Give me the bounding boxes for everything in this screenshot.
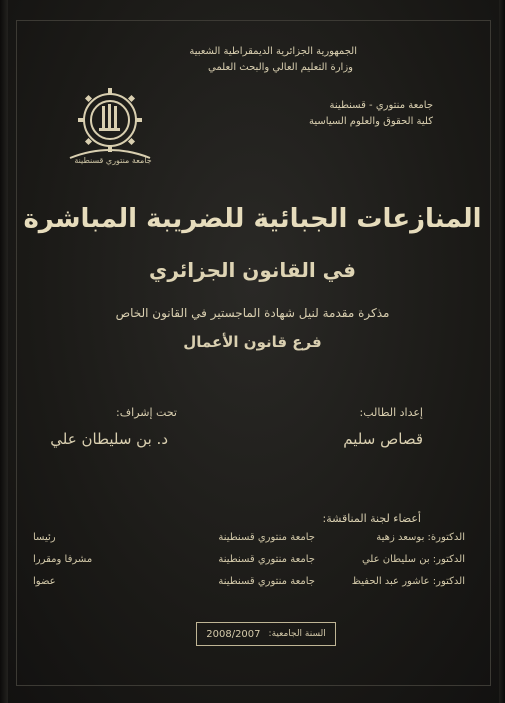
author-label: إعداد الطالب: [359, 406, 423, 419]
faculty-name: كلية الحقوق والعلوم السياسية [309, 116, 433, 127]
ministry-header: وزارة التعليم العالي والبحث العلمي [208, 62, 353, 73]
academic-year-label: السنة الجامعية: [268, 629, 326, 639]
academic-year-box [196, 622, 336, 646]
jury-member-name: الدكتور: بن سليطان علي [361, 554, 465, 565]
book-right-edge [499, 0, 505, 703]
university-name: جامعة منتوري - قسنطينة [329, 100, 433, 111]
supervisor-label: تحت إشراف: [116, 406, 177, 419]
jury-member-row [33, 554, 465, 572]
academic-year-value: 2008/2007 [206, 628, 261, 640]
jury-member-name: الدكتور: عاشور عبد الحفيظ [351, 576, 465, 587]
jury-member-row [33, 532, 465, 550]
thesis-subtitle: في القانون الجزائري [148, 258, 356, 282]
supervisor-name: د. بن سليطان علي [50, 430, 168, 448]
jury-member-university: جامعة منتوري قسنطينة [218, 576, 315, 587]
jury-member-role: رئيسا [33, 532, 56, 543]
jury-member-row [33, 576, 465, 594]
jury-member-role: عضوا [33, 576, 56, 587]
republic-header: الجمهورية الجزائرية الديمقراطية الشعبية [189, 46, 357, 57]
university-emblem-icon [64, 84, 156, 164]
jury-member-university: جامعة منتوري قسنطينة [218, 554, 315, 565]
author-name: قصاص سليم [343, 430, 423, 448]
logo-caption: جامعة منتوري قسنطينة [74, 156, 152, 165]
memo-description: مذكرة مقدمة لنيل شهادة الماجستير في القانون الخاص [115, 306, 390, 320]
jury-member-role: مشرفا ومقررا [33, 554, 93, 565]
book-spine-edge [0, 0, 8, 703]
thesis-title: المنازعات الجبائية للضريبة المباشرة [23, 204, 482, 234]
jury-member-name: الدكتورة: بوسعد زهية [376, 532, 465, 543]
jury-member-university: جامعة منتوري قسنطينة [218, 532, 315, 543]
specialty-branch: فرع قانون الأعمال [183, 333, 322, 351]
jury-title: أعضاء لجنة المناقشة: [322, 512, 421, 525]
